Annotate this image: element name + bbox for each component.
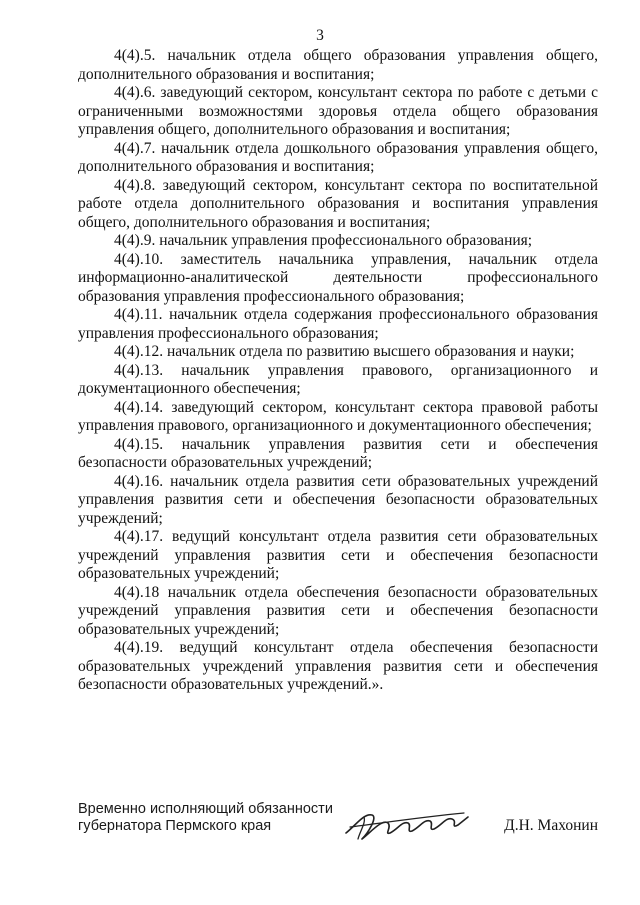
list-item: 4(4).9. начальник управления профессионального образования; [114,232,533,249]
list-item: 4(4).12. начальник отдела по развитию высшего образования и науки; [114,343,575,360]
list-item: 4(4).5. начальник отдела общего образования управления общего, дополнительного образования и воспитания; [78,47,598,83]
signer-name: Д.Н. Махонин [504,817,598,834]
page-number: 3 [316,27,324,44]
list-item: 4(4).8. заведующий сектором, консультант сектора по воспитательной работе отдела дополнительного образования и воспитания управления общего, дополнительного образования и воспитания; [78,176,598,231]
list-item: 4(4).11. начальник отдела содержания профессионального образования управления профессионального образования; [78,306,598,342]
list-item: 4(4).18 начальник отдела обеспечения безопасности образовательных учреждений управления развития сети и обеспечения безопасности образовательных учреждений; [78,583,598,638]
list-item: 4(4).6. заведующий сектором, консультант сектора по работе с детьми с ограниченными возможностями здоровья отдела общего образования управления общего, дополнительного образования и воспитания; [78,84,598,138]
signer-position-line-2: губернатора Пермского края [78,817,272,834]
list-item: 4(4).16. начальник отдела развития сети образовательных учреждений управления развития сети и обеспечения безопасности образовательных учреждений; [78,472,598,527]
list-item: 4(4).10. заместитель начальника управления, начальник отдела информационно-аналитической деятельности профессионального образования управления профессионального образования; [78,250,598,305]
signature-block [78,801,598,851]
list-item: 4(4).14. заведующий сектором, консультант сектора правовой работы управления правового, организационного и документационного обеспечения; [78,398,598,434]
handwritten-signature [342,803,472,845]
list-item: 4(4).17. ведущий консультант отдела развития сети образовательных учреждений управления развития сети и обеспечения безопасности образовательных учреждений; [78,528,598,582]
list-item: 4(4).13. начальник управления правового, организационного и документационного обеспечения; [78,361,598,397]
list-item: 4(4).19. ведущий консультант отдела обеспечения безопасности образовательных учреждений управления развития сети и обеспечения безопасности образовательных учреждений.». [78,639,598,693]
list-item: 4(4).7. начальник отдела дошкольного образования управления общего, дополнительного образования и воспитания; [78,139,598,175]
signer-position-line-1: Временно исполняющий обязанности [78,801,333,817]
signer-position [78,801,333,834]
document-body [78,47,598,695]
list-item: 4(4).15. начальник управления развития сети и обеспечения безопасности образовательных учреждений; [78,435,598,471]
